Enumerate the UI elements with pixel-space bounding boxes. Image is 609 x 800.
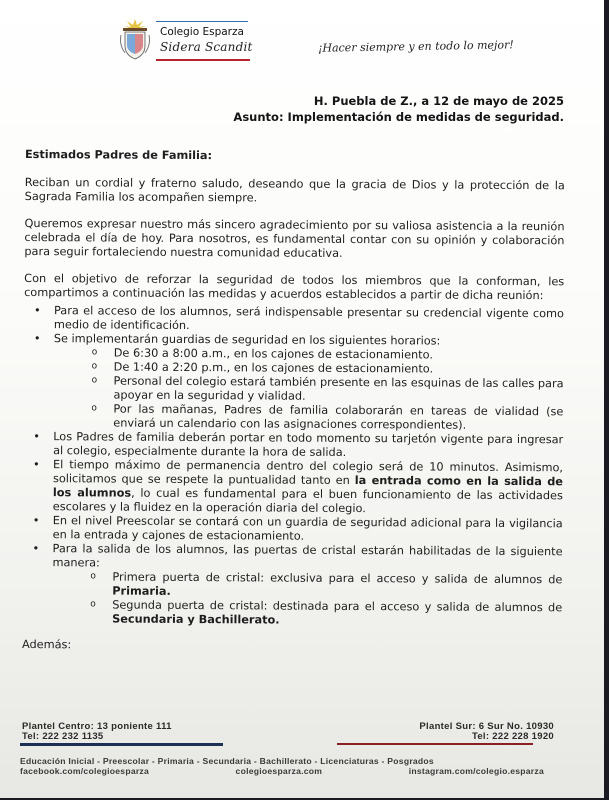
door-two-text: Segunda puerta de cristal: destinada para el acceso y salida de alumnos de	[112, 598, 563, 615]
letter-body	[22, 148, 565, 655]
sub-list-item: o De 1:40 a 2:20 p.m., en los cajones de estacionamiento.	[84, 360, 564, 377]
campus-sur	[419, 722, 554, 742]
salutation: Estimados Padres de Familia:	[24, 148, 213, 163]
paragraph-greeting: Reciban un cordial y fraterno saludo, deseando que la gracia de Dios y la protección de la Sagrada Familia los acompañen siempre.	[24, 175, 565, 205]
school-brand	[156, 19, 252, 65]
measure-parking-pass: Los Padres de familia deberán portar en todo momento su tarjetón vigente para ingresar al colegio, especialmente durante la hora de salida.	[53, 430, 564, 459]
instagram-link: instagram.com/colegio.esparza	[408, 766, 544, 776]
period: .	[166, 584, 171, 598]
list-item	[23, 430, 563, 461]
footer-divider-blue	[20, 743, 223, 746]
sub-list-item: o Por las mañanas, Padres de familia colaborarán en tareas de vialidad (se enviará un calendario con las asignaciones correspondientes).	[83, 402, 563, 433]
footer-divider-red	[337, 743, 533, 745]
guard-schedule-list	[53, 346, 564, 433]
period: .	[275, 613, 280, 627]
place-date: H. Puebla de Z., a 12 de mayo de 2025	[313, 94, 564, 108]
door-two-level: Secundaria y Bachillerato	[112, 612, 276, 627]
glass-doors-list	[52, 570, 562, 629]
measures-list	[22, 304, 564, 629]
school-name: Colegio Esparza	[160, 26, 244, 38]
letterhead	[118, 17, 518, 67]
list-item	[22, 542, 563, 629]
door-one-level: Primaria	[112, 584, 167, 598]
sub-list-item: o De 6:30 a 8:00 a.m., en los cajones de estacionamiento.	[84, 346, 564, 363]
measure-preschool: En el nivel Preescolar se contará con un guardia de seguridad adicional para la vigilancia en la entrada y cajones de estacionamiento.	[52, 514, 563, 543]
website-link: colegioesparza.com	[235, 766, 323, 776]
sub-list-item	[82, 570, 562, 601]
campus-centro	[22, 722, 172, 742]
footer-links	[20, 766, 544, 776]
paragraph-thanks: Queremos expresar nuestro más sincero agradecimiento por su valiosa asistencia a la reunión celebrada el día de hoy. Para nosotros, es fundamental contar con su opinión y colaboración para seguir fortaleciendo nuestra comunidad educativa.	[24, 216, 565, 260]
school-crest-icon	[118, 17, 152, 63]
letter-meta	[233, 93, 564, 125]
measure-time-limit-a: El tiempo máximo de permanencia dentro del colegio será de 10 minutos. Asimismo, solicitamos que se respete la puntualidad tanto en	[52, 458, 564, 488]
brand-divider-top	[156, 21, 248, 22]
school-slogan: ¡Hacer siempre y en todo lo mejor!	[317, 38, 514, 55]
education-levels: Educación Inicial - Preescolar - Primaria - Secundaria - Bachillerato - Licenciaturas - Posgrados	[20, 756, 434, 766]
paragraph-objective: Con el objetivo de reforzar la seguridad de todos los miembros que la conforman, les compartimos a continuación las medidas y acuerdos establecidos a partir de dicha reunión:	[24, 271, 565, 303]
subject-line: Asunto: Implementación de medidas de seguridad.	[233, 110, 564, 124]
measure-credential: Para el acceso de los alumnos, será indispensable presentar su credencial vigente como medio de identificación.	[53, 304, 565, 333]
closing-ademas: Además:	[21, 637, 72, 652]
centro-address: Plantel Centro: 13 poniente 111	[22, 721, 172, 732]
school-motto: Sidera Scandit	[160, 40, 253, 54]
list-item	[23, 514, 563, 545]
sub-list-item	[82, 598, 562, 629]
measure-glass-doors: Para la salida de los alumnos, las puertas de cristal estarán habilitadas de la siguiente manera:	[52, 542, 563, 570]
sur-phone: Tel: 222 228 1920	[471, 731, 554, 742]
sub-list-item: o Personal del colegio estará también presente en las esquinas de las calles para apoyar en la seguridad y vialidad.	[83, 374, 563, 405]
sur-address: Plantel Sur: 6 Sur No. 10930	[419, 721, 554, 732]
list-item	[23, 458, 563, 517]
list-item	[23, 332, 564, 433]
list-item	[24, 304, 564, 335]
brand-divider-bottom	[156, 59, 250, 61]
door-one-text: Primera puerta de cristal: exclusiva para el acceso y salida de alumnos de	[112, 570, 563, 587]
measure-time-limit-bold: la entrada como en la salida de los alumnos	[52, 474, 564, 500]
measure-guards: Se implementarán guardias de seguridad en los siguientes horarios:	[53, 332, 441, 348]
centro-phone: Tel: 222 232 1135	[22, 731, 104, 742]
facebook-link: facebook.com/colegioesparza	[20, 766, 150, 776]
measure-time-limit-b: , lo cual es fundamental para el buen funcionamiento de las actividades escolares y la fluidez en la operación diaria del colegio.	[52, 486, 563, 516]
